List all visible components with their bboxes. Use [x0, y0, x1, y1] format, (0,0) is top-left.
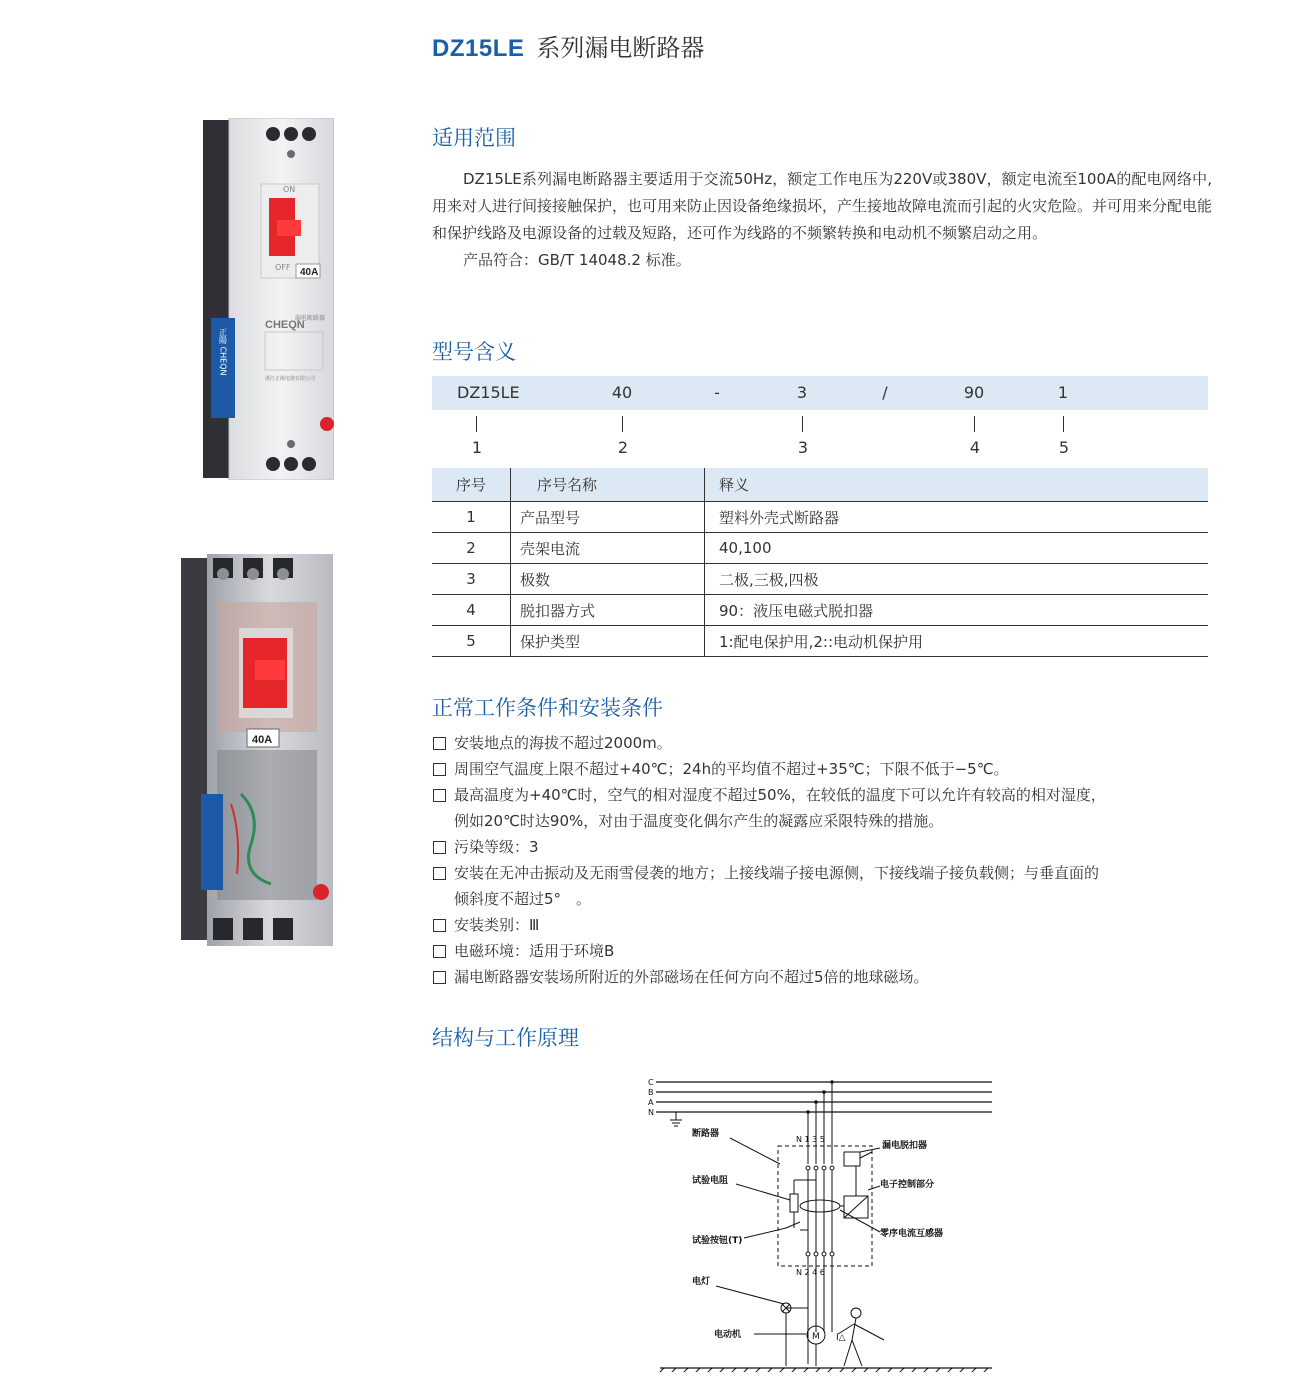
table-cell: 2 — [432, 533, 511, 564]
condition-text: 安装地点的海拔不超过2000m。 — [454, 734, 672, 752]
table-cell: 极数 — [511, 564, 705, 595]
side-logo: 正陽 CHEQN — [218, 328, 228, 376]
checkbox-icon — [433, 763, 446, 776]
checkbox-icon — [433, 945, 446, 958]
label-breaker: 断路器 — [692, 1129, 720, 1139]
table-cell: 3 — [432, 564, 511, 595]
checkbox-icon — [433, 789, 446, 802]
code-position: 3 — [797, 438, 809, 457]
code-position: 4 — [969, 438, 981, 457]
table-cell: 产品型号 — [511, 502, 705, 533]
list-item — [432, 782, 1222, 834]
code-position: 1 — [471, 438, 483, 457]
brand-logo: CHEQN — [265, 319, 305, 331]
condition-text: 最高温度为+40℃时，空气的相对湿度不超过50%，在较低的温度下可以允许有较高的相对湿度， — [454, 786, 1106, 804]
condition-text: 安装在无冲击振动及无雨雪侵袭的地方；上接线端子接电源侧，下接线端子接负载侧；与垂直面的 — [454, 864, 1100, 882]
table-row — [432, 564, 1208, 595]
table-cell: 保护类型 — [511, 626, 705, 657]
table-row — [432, 533, 1208, 564]
table-cell: 壳架电流 — [511, 533, 705, 564]
current-symbol: I△ — [836, 1333, 846, 1343]
table-header-meaning: 释义 — [705, 468, 1209, 502]
code-tick — [974, 416, 975, 432]
table-cell: 塑料外壳式断路器 — [705, 502, 1209, 533]
section-title-scope: 适用范围 — [432, 126, 516, 150]
label-zero-ct: 零序电流互感器 — [880, 1229, 944, 1239]
table-cell: 90：液压电磁式脱扣器 — [705, 595, 1209, 626]
checkbox-icon — [433, 919, 446, 932]
label-leak-trip: 漏电脱扣器 — [882, 1141, 928, 1151]
code-position: 5 — [1058, 438, 1070, 457]
wiring-diagram — [640, 1072, 1000, 1372]
bus-label: C — [648, 1078, 654, 1087]
checkbox-icon — [433, 867, 446, 880]
table-cell: 脱扣器方式 — [511, 595, 705, 626]
bus-label: N — [648, 1108, 654, 1117]
top-terminals: N 1 3 5 — [796, 1135, 825, 1144]
code-segment: 90 — [963, 383, 985, 402]
table-row — [432, 595, 1208, 626]
table-header-name: 序号名称 — [511, 468, 705, 502]
list-item — [432, 834, 1222, 860]
code-separator: / — [882, 383, 888, 402]
table-cell: 1:配电保护用,2::电动机保护用 — [705, 626, 1209, 657]
model-meaning-table — [432, 468, 1208, 657]
model-code-bar — [432, 376, 1208, 410]
list-item — [432, 756, 1222, 782]
condition-text: 漏电断路器安装场所附近的外部磁场在任何方向不超过5倍的地球磁场。 — [454, 968, 929, 986]
condition-text: 安装类别：Ⅲ — [454, 916, 540, 934]
label-lamp: 电灯 — [692, 1277, 711, 1287]
table-header-row — [432, 468, 1208, 502]
condition-text: 周围空气温度上限不超过+40℃；24h的平均值不超过+35℃；下限不低于−5℃。 — [454, 760, 1009, 778]
code-tick — [802, 416, 803, 432]
condition-text: 污染等级：3 — [454, 838, 539, 856]
table-header-no: 序号 — [432, 468, 511, 502]
breaker-product-image — [203, 118, 334, 480]
condition-text-continued: 例如20℃时达90%，对由于温度变化偶尔产生的凝露应采限特殊的措施。 — [454, 812, 944, 830]
title-model: DZ15LE — [432, 35, 525, 62]
page-title — [432, 28, 704, 63]
code-segment: 1 — [1057, 383, 1069, 402]
table-cell: 40,100 — [705, 533, 1209, 564]
list-item — [432, 964, 1222, 990]
off-mark: OFF — [275, 263, 291, 272]
list-item — [432, 938, 1222, 964]
conditions-list — [432, 730, 1222, 990]
checkbox-icon — [433, 737, 446, 750]
table-cell: 5 — [432, 626, 511, 657]
code-tick — [622, 416, 623, 432]
maker-label: 浙江正陽电器有限公司 — [265, 376, 316, 382]
table-cell: 1 — [432, 502, 511, 533]
rating-label: 40A — [300, 267, 319, 278]
label-title: 漏电断路器 — [295, 315, 326, 322]
bus-label: A — [648, 1098, 654, 1107]
table-row — [432, 502, 1208, 533]
rating-label-2: 40A — [252, 734, 273, 746]
code-segment: DZ15LE — [457, 383, 520, 402]
code-segment: 40 — [611, 383, 633, 402]
code-tick — [476, 416, 477, 432]
label-electronic: 电子控制部分 — [880, 1180, 935, 1190]
scope-paragraph-1: DZ15LE系列漏电断路器主要适用于交流50Hz，额定工作电压为220V或380V，额定电流至100A的配电网络中,用来对人进行间接接触保护，也可用来防止因设备绝缘损坏，产生接地故障电流而引起的火灾危险。并可用来分配电能和保护线路及电源设备的过载及短路，还可作为线路的不频繁转换和电动机不频繁启动之用。 — [432, 170, 1213, 242]
code-tick — [1063, 416, 1064, 432]
list-item — [432, 860, 1222, 912]
checkbox-icon — [433, 841, 446, 854]
table-cell: 二极,三极,四极 — [705, 564, 1209, 595]
checkbox-icon — [433, 971, 446, 984]
label-test-button: 试验按钮(T) — [692, 1236, 743, 1246]
table-row — [432, 626, 1208, 657]
transparent-breaker-image — [181, 554, 337, 946]
section-title-structure: 结构与工作原理 — [432, 1026, 579, 1050]
label-motor: 电动机 — [714, 1330, 742, 1340]
scope-paragraph-2: 产品符合：GB/T 14048.2 标准。 — [463, 251, 691, 269]
label-test-resistor: 试验电阻 — [692, 1176, 729, 1186]
title-name: 系列漏电断路器 — [536, 34, 705, 62]
bottom-terminals: N 2 4 6 — [796, 1268, 825, 1277]
bus-label: B — [648, 1088, 654, 1097]
section-title-model: 型号含义 — [432, 340, 516, 364]
scope-text — [432, 166, 1212, 274]
on-mark: ON — [283, 185, 296, 194]
section-title-conditions: 正常工作条件和安装条件 — [432, 696, 663, 720]
code-position: 2 — [617, 438, 629, 457]
table-cell: 4 — [432, 595, 511, 626]
motor-symbol: M — [812, 1332, 820, 1342]
list-item — [432, 912, 1222, 938]
code-separator: - — [714, 383, 720, 402]
code-segment: 3 — [796, 383, 808, 402]
list-item — [432, 730, 1222, 756]
condition-text: 电磁环境：适用于环境B — [454, 942, 615, 960]
condition-text-continued: 倾斜度不超过5° 。 — [454, 890, 592, 908]
